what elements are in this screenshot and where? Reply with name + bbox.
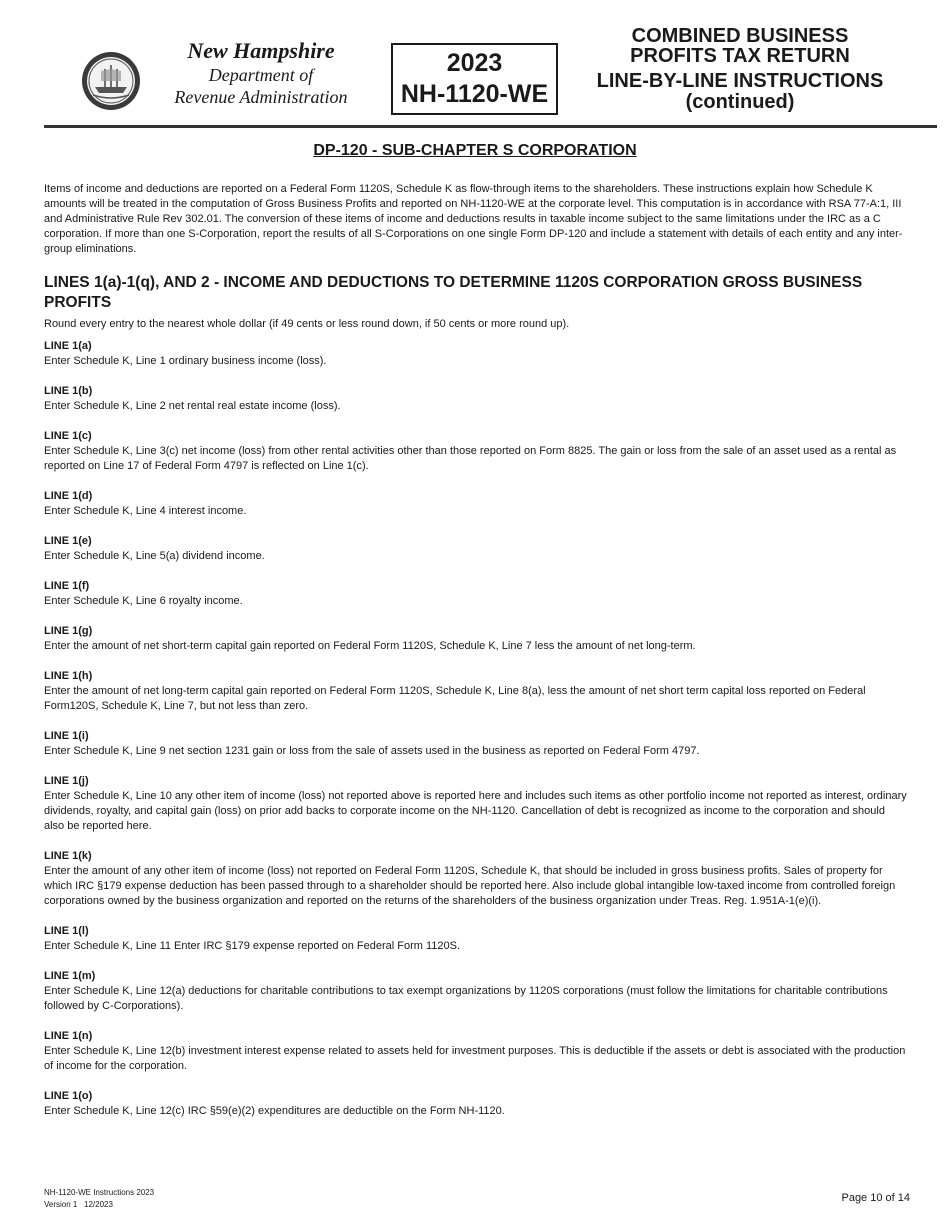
line-entry — [44, 849, 908, 909]
line-text: Enter Schedule K, Line 12(b) investment interest expense related to assets held for investment purposes. This is deductible if the assets or debt is associated with the production of income for the corporation. — [44, 1045, 906, 1072]
footer-doc-info — [44, 1187, 154, 1211]
line-entries — [44, 339, 908, 1134]
line-text: Enter Schedule K, Line 1 ordinary business income (loss). — [44, 355, 327, 367]
title-line-4: (continued) — [685, 91, 795, 113]
line-label: LINE 1(n) — [44, 1030, 93, 1042]
line-label: LINE 1(o) — [44, 1090, 93, 1102]
line-entry — [44, 429, 908, 474]
line-entry — [44, 534, 908, 564]
agency-block — [150, 38, 372, 108]
line-label: LINE 1(d) — [44, 490, 93, 502]
line-label: LINE 1(l) — [44, 925, 89, 937]
line-text: Enter the amount of net short-term capital gain reported on Federal Form 1120S, Schedule K, Line 7 less the amount of net long-term. — [44, 640, 696, 652]
line-text: Enter the amount of any other item of income (loss) not reported on Federal Form 1120S, Schedule K, that should be included in gross business profits. Sales of property for which IRC §179 expense deduction has been passed through to a shareholder should be reported here. Also include global intangible low-taxed income from controlled foreign corporations owned by the business organization and reported on the returns of the shareholders of the business organization under Treas. Reg. 1.951A-1(e)(i). — [44, 865, 896, 907]
line-label: LINE 1(i) — [44, 730, 89, 742]
rounding-note: Round every entry to the nearest whole dollar (if 49 cents or less round down, if 50 cents or more round up). — [44, 318, 570, 330]
line-entry — [44, 489, 908, 519]
page-number: Page 10 of 14 — [841, 1192, 910, 1204]
header-divider — [44, 125, 937, 128]
line-label: LINE 1(m) — [44, 970, 96, 982]
form-number: NH-1120-WE — [400, 80, 549, 108]
line-entry — [44, 729, 908, 759]
section-title: DP-120 - SUB-CHAPTER S CORPORATION — [313, 142, 637, 159]
department-line-2: Revenue Administration — [174, 87, 348, 107]
line-text: Enter Schedule K, Line 2 net rental real estate income (loss). — [44, 400, 341, 412]
footer-version: Version 1 12/2023 — [44, 1200, 113, 1209]
line-text: Enter Schedule K, Line 12(c) IRC §59(e)(2) expenditures are deductible on the Form NH-1120. — [44, 1105, 505, 1117]
line-label: LINE 1(b) — [44, 385, 93, 397]
line-label: LINE 1(k) — [44, 850, 92, 862]
line-label: LINE 1(f) — [44, 580, 90, 592]
line-text: Enter Schedule K, Line 5(a) dividend income. — [44, 550, 265, 562]
line-label: LINE 1(g) — [44, 625, 93, 637]
line-entry — [44, 1029, 908, 1074]
line-entry — [44, 339, 908, 369]
line-entry — [44, 384, 908, 414]
line-entry — [44, 774, 908, 834]
title-line-2: PROFITS TAX RETURN — [630, 45, 850, 67]
line-text: Enter Schedule K, Line 4 interest income. — [44, 505, 247, 517]
line-text: Enter Schedule K, Line 12(a) deductions for charitable contributions to tax exempt organizations by 1120S corporations (must follow the limitations for charitable contributions followed by C-Corporations). — [44, 985, 888, 1012]
line-text: Enter Schedule K, Line 6 royalty income. — [44, 595, 243, 607]
state-name: New Hampshire — [187, 38, 335, 63]
line-text: Enter Schedule K, Line 3(c) net income (loss) from other rental activities other than those reported on Form 8825. The gain or loss from the sale of an asset used as a rental as reported on Line 17 of Federal Form 4797 is reflected on Line 1(c). — [44, 445, 897, 472]
line-text: Enter the amount of net long-term capital gain reported on Federal Form 1120S, Schedule K, Line 8(a), less the amount of net short term capital loss reported on Federal Form120S, Schedule K, Line 7, but not less than zero. — [44, 685, 866, 712]
line-label: LINE 1(h) — [44, 670, 93, 682]
title-line-1: COMBINED BUSINESS — [631, 25, 849, 47]
line-text: Enter Schedule K, Line 11 Enter IRC §179 expense reported on Federal Form 1120S. — [44, 940, 461, 952]
line-entry — [44, 1089, 908, 1119]
document-title — [590, 26, 890, 112]
form-id-box — [391, 43, 558, 115]
line-entry — [44, 924, 908, 954]
footer-doc-name: NH-1120-WE Instructions 2023 — [44, 1188, 155, 1197]
line-entry — [44, 969, 908, 1014]
line-entry — [44, 579, 908, 609]
intro-paragraph: Items of income and deductions are reported on a Federal Form 1120S, Schedule K as flow-through items to the shareholders. These instructions explain how Schedule K amounts will be treated in the computation of Gross Business Profits and reported on NH-1120-WE at the corporate level. This computation is in accordance with RSA 77-A:1, III and Administrative Rule Rev 302.01. The conversion of these items of income and deductions results in taxable income subject to the same limitations under the IRC as a C corporation. If more than one S-Corporation, report the results of all S-Corporations on one single Form DP-120 and include a statement with details of each entity and any inter-group eliminations. — [44, 183, 903, 255]
line-entry — [44, 624, 908, 654]
line-text: Enter Schedule K, Line 10 any other item of income (loss) not reported above is reported here and includes such items as other portfolio income not reported as interest, ordinary dividends, royalty, and capital gain (loss) on prior add backs to corporate income on the NH-1120. Cancellation of debt is recognized as income to the corporation and should also be reported here. — [44, 790, 907, 832]
line-label: LINE 1(c) — [44, 430, 92, 442]
line-label: LINE 1(j) — [44, 775, 89, 787]
line-label: LINE 1(a) — [44, 340, 92, 352]
lines-heading: LINES 1(a)-1(q), AND 2 - INCOME AND DEDUCTIONS TO DETERMINE 1120S CORPORATION GROSS BUSINESS PROFITS — [44, 274, 863, 311]
title-line-3: LINE-BY-LINE INSTRUCTIONS — [596, 70, 884, 92]
line-label: LINE 1(e) — [44, 535, 92, 547]
state-seal-icon — [81, 51, 141, 111]
form-year: 2023 — [446, 49, 503, 77]
line-text: Enter Schedule K, Line 9 net section 1231 gain or loss from the sale of assets used in the business as reported on Federal Form 4797. — [44, 745, 700, 757]
department-line-1: Department of — [208, 65, 314, 85]
line-entry — [44, 669, 908, 714]
